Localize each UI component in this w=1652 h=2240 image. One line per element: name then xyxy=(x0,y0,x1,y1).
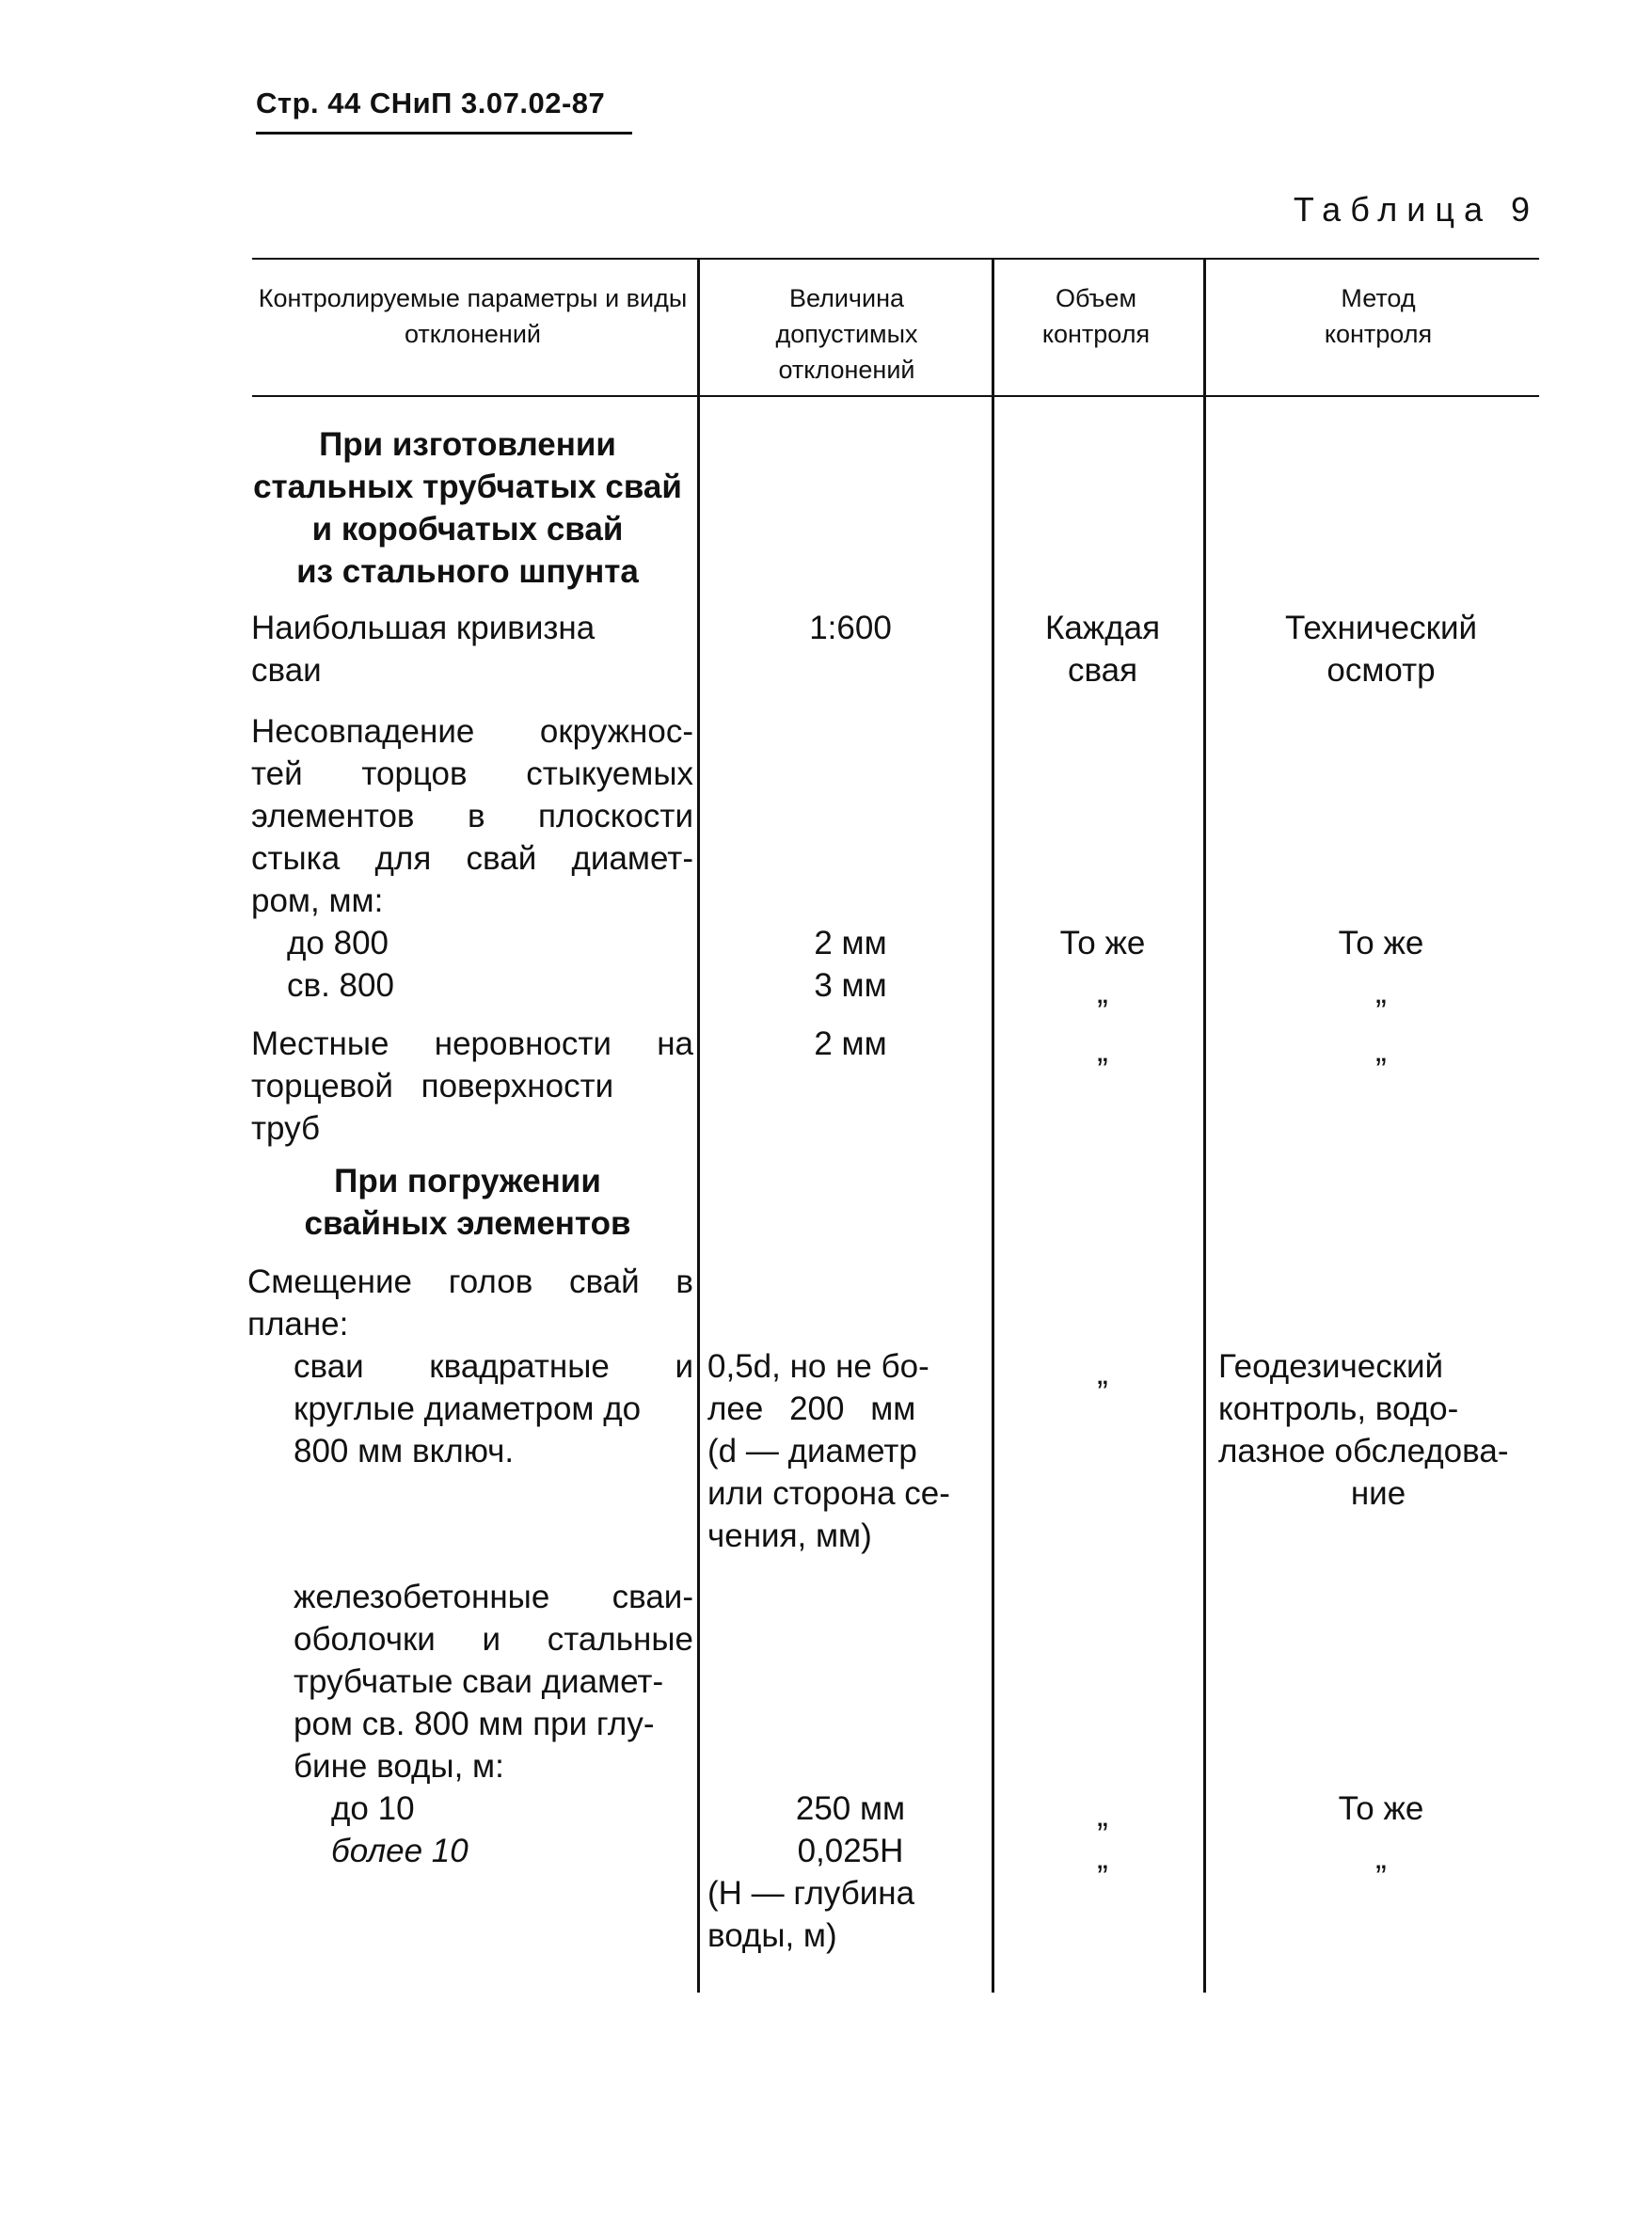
row-curvature-method: Технический осмотр xyxy=(1284,610,1478,689)
row-mismatch-method-1: То же xyxy=(1338,925,1424,961)
row-head-offset-subparam: сваи квадратные и круглые диаметром до 800 мм включ. xyxy=(294,1348,693,1470)
column-header-volume: Объем контроля xyxy=(1041,284,1151,348)
column-divider-1 xyxy=(697,258,700,1993)
row-head-offset-value: 0,5d, но не бо- лее 200 мм (d — диаметр или сторона се- чения, мм) xyxy=(707,1348,950,1554)
row-shell-piles-volume-1: „ xyxy=(1097,1797,1108,1834)
row-mismatch-value-1: 2 мм xyxy=(814,925,887,961)
row-curvature-param: Наибольшая кривизна сваи xyxy=(251,610,596,689)
column-header-params: Контролируемые параметры и виды отклонений xyxy=(258,284,688,348)
row-head-offset-volume: „ xyxy=(1097,1355,1108,1391)
header-underline xyxy=(256,132,632,135)
row-head-offset-method: Геодезический контроль, водо- лазное обследова- ние xyxy=(1218,1348,1509,1512)
table-header-rule xyxy=(252,395,1539,397)
row-mismatch-volume-2: „ xyxy=(1097,974,1108,1010)
section-title-driving: При погружении свайных элементов xyxy=(304,1163,631,1242)
row-head-offset-param: Смещение голов свай в плане: xyxy=(247,1263,693,1342)
row-shell-piles-value-1: 250 мм xyxy=(795,1790,906,1827)
table-caption: Таблица 9 xyxy=(1293,190,1539,229)
row-shell-piles-volume-2: „ xyxy=(1097,1839,1108,1876)
section-title-manufacturing: При изготовлении стальных трубчатых свай и коробчатых свай из стального шпунта xyxy=(253,426,682,590)
row-shell-piles-value-2: 0,025H xyxy=(797,1833,904,1869)
row-shell-piles-method-2: „ xyxy=(1375,1839,1387,1876)
column-divider-3 xyxy=(1203,258,1206,1993)
row-mismatch-value-2: 3 мм xyxy=(814,967,887,1004)
column-header-method: Метод контроля xyxy=(1324,284,1433,348)
row-mismatch-volume-1: То же xyxy=(1059,925,1146,961)
row-shell-piles-value-note: (H — глубина воды, м) xyxy=(707,1875,915,1954)
column-header-tolerance: Величина допустимых отклонений xyxy=(775,284,918,384)
row-unevenness-param: Местные неровности на торцевой поверхности труб xyxy=(251,1025,693,1147)
page-header: Стр. 44 СНиП 3.07.02-87 xyxy=(256,87,606,119)
row-mismatch-param: Несовпадение окружнос- тей торцов стыкуемых элементов в плоскости стыка для свай диамет- ром, мм: до 800 св. 800 xyxy=(251,713,693,1004)
row-shell-piles-param: железобетонные сваи- оболочки и стальные трубчатые сваи диамет- ром св. 800 мм при глу- бине воды, м: до 10 более 10 xyxy=(294,1579,693,1869)
row-unevenness-value: 2 мм xyxy=(814,1025,887,1062)
row-unevenness-volume: „ xyxy=(1097,1032,1108,1069)
row-mismatch-method-2: „ xyxy=(1375,974,1387,1010)
column-divider-2 xyxy=(992,258,994,1993)
row-curvature-volume: Каждая свая xyxy=(1044,610,1161,689)
row-shell-piles-method-1: То же xyxy=(1338,1790,1424,1827)
table-top-rule xyxy=(252,258,1539,260)
row-unevenness-method: „ xyxy=(1375,1032,1387,1069)
row-curvature-value: 1:600 xyxy=(809,610,892,646)
